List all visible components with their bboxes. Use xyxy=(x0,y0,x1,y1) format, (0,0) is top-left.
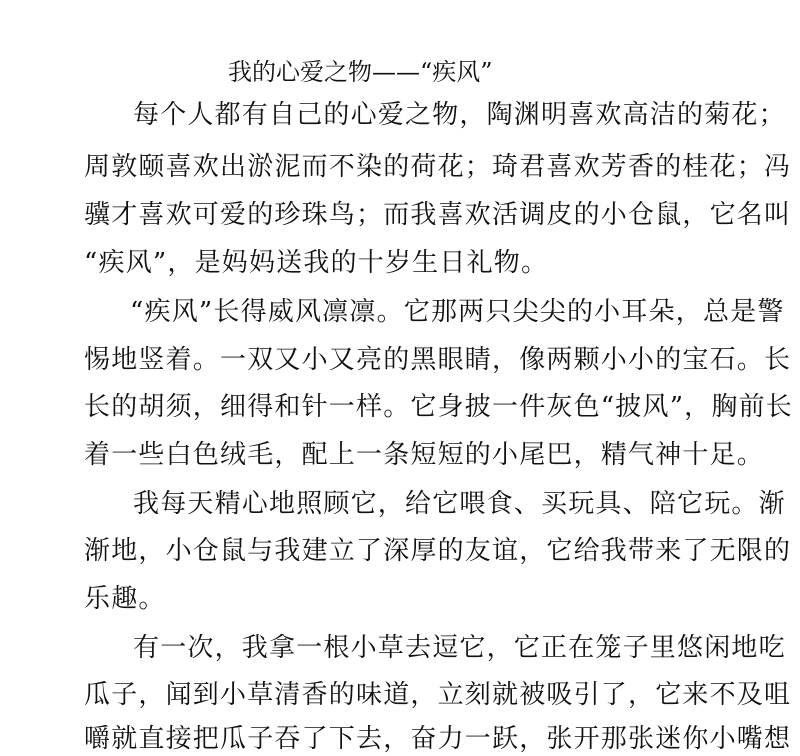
text-line-14: 嚼就直接把瓜子吞了下去，奋力一跃，张开那张迷你小嘴想 xyxy=(84,724,792,754)
text-line-12: 有一次，我拿一根小草去逗它，它正在笼子里悠闲地吃 xyxy=(133,633,786,663)
text-line-4: “疾风”，是妈妈送我的十岁生日礼物。 xyxy=(84,248,549,278)
text-line-11: 乐趣。 xyxy=(84,584,166,614)
text-line-6: 惕地竖着。一双又小又亮的黑眼睛，像两颗小小的宝石。长 xyxy=(84,345,792,375)
text-line-5: “疾风”长得威风凛凛。它那两只尖尖的小耳朵，总是警 xyxy=(130,297,785,327)
text-line-9: 我每天精心地照顾它，给它喂食、买玩具、陪它玩。渐 xyxy=(133,489,786,519)
text-line-13: 瓜子，闻到小草清香的味道，立刻就被吸引了，它来不及咀 xyxy=(84,680,792,710)
text-line-8: 着一些白色绒毛，配上一条短短的小尾巴，精气神十足。 xyxy=(84,440,765,470)
text-line-7: 长的胡须，细得和针一样。它身披一件灰色“披风”，胸前长 xyxy=(84,392,793,422)
text-line-10: 渐地，小仓鼠与我建立了深厚的友谊，它给我带来了无限的 xyxy=(84,536,792,566)
text-line-3: 骥才喜欢可爱的珍珠鸟；而我喜欢活调皮的小仓鼠，它名叫 xyxy=(84,200,792,230)
essay-title: 我的心爱之物——“疾风” xyxy=(228,58,493,86)
text-line-1: 每个人都有自己的心爱之物，陶渊明喜欢高洁的菊花； xyxy=(133,100,786,130)
text-line-2: 周敦颐喜欢出淤泥而不染的荷花；琦君喜欢芳香的桂花；冯 xyxy=(84,152,792,182)
